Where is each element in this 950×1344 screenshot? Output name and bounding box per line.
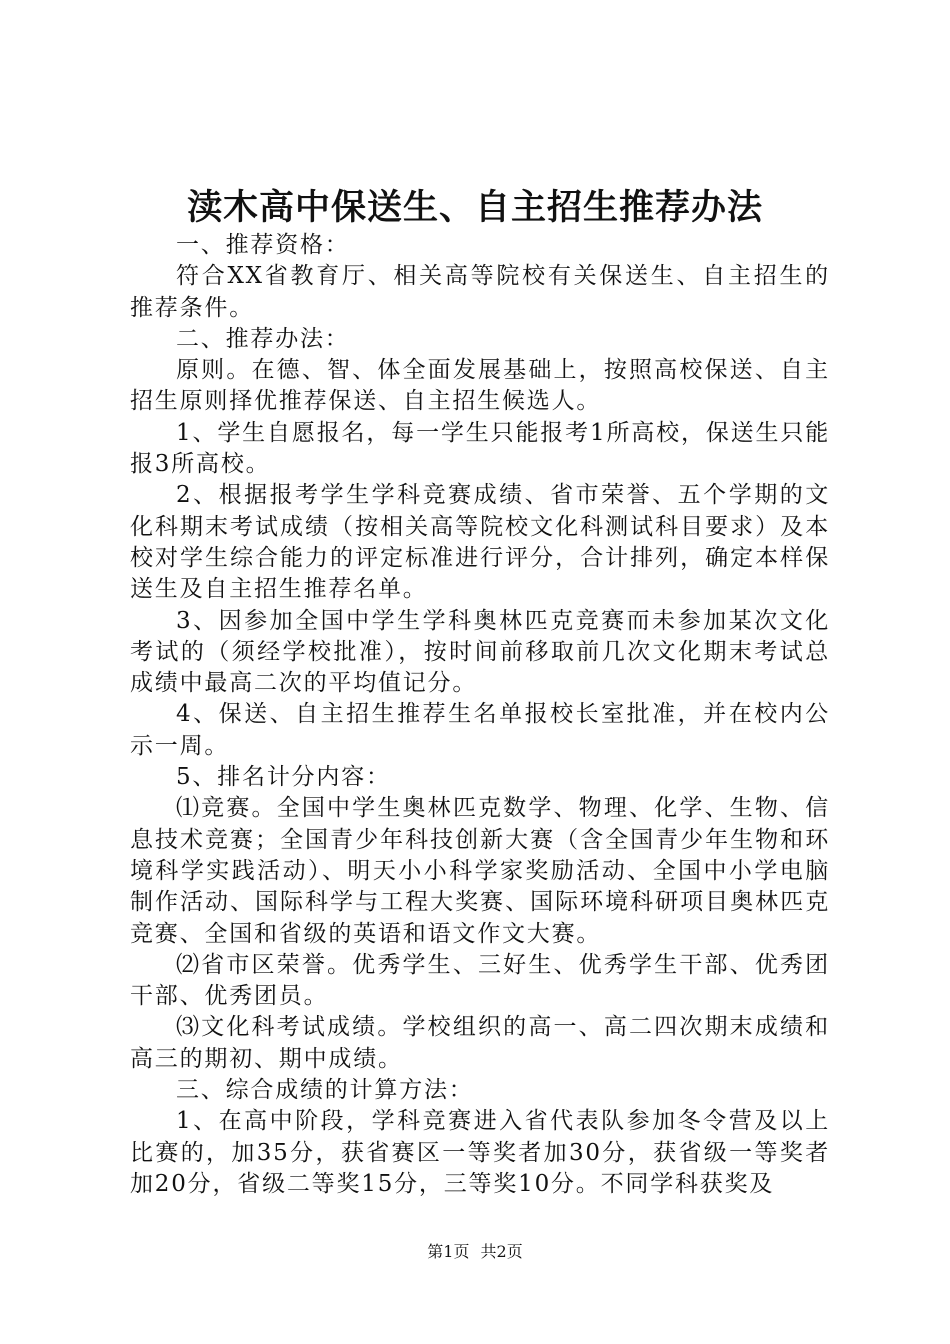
paragraph: ⑴竞赛。全国中学生奥林匹克数学、物理、化学、生物、信息技术竞赛；全国青少年科技创新大赛（含全国青少年生物和环境科学实践活动）、明天小小科学家奖励活动、全国中小学电脑制作活动、国际科学与工程大奖赛、国际环境科研项目奥林匹克竞赛、全国和省级的英语和语文作文大赛。: [130, 795, 830, 947]
section-heading: 三、综合成绩的计算方法：: [176, 1077, 474, 1104]
paragraph: 3、因参加全国中学生学科奥林匹克竞赛而未参加某次文化考试的（须经学校批准），按时间前移取前几次文化期末考试总成绩中最高二次的平均值记分。: [130, 607, 830, 697]
paragraph: 2、根据报考学生学科竞赛成绩、省市荣誉、五个学期的文化科期末考试成绩（按相关高等院校文化科测试科目要求）及本校对学生综合能力的评定标准进行评分，合计排列，确定本样保送生及自主招生推荐名单。: [130, 482, 830, 603]
paragraph: 1、在高中阶段，学科竞赛进入省代表队参加冬令营及以上比赛的，加35分，获省赛区一等奖者加30分，获省级一等奖者加20分，省级二等奖15分，三等奖10分。不同学科获奖及: [130, 1108, 830, 1197]
section-heading: 一、推荐资格：: [176, 232, 350, 258]
paragraph: ⑵省市区荣誉。优秀学生、三好生、优秀学生干部、优秀团干部、优秀团员。: [130, 951, 830, 1010]
paragraph: 1、学生自愿报名，每一学生只能报考1所高校，保送生只能报3所高校。: [130, 419, 830, 478]
document-body: [130, 230, 830, 1200]
section-heading: 二、推荐办法：: [176, 325, 350, 352]
paragraph: 原则。在德、智、体全面发展基础上，按照高校保送、自主招生原则择优推荐保送、自主招生候选人。: [130, 357, 830, 415]
page-footer: [0, 1241, 950, 1263]
paragraph: 5、排名计分内容：: [176, 764, 391, 791]
paragraph: 符合XX省教育厅、相关高等院校有关保送生、自主招生的推荐条件。: [130, 263, 830, 321]
document-title: 渎木高中保送生、自主招生推荐办法: [186, 187, 763, 228]
page-number: 第1页: [427, 1242, 470, 1261]
paragraph: ⑶文化科考试成绩。学校组织的高一、高二四次期末成绩和高三的期初、期中成绩。: [130, 1014, 830, 1072]
page-total: 共2页: [480, 1242, 523, 1261]
paragraph: 4、保送、自主招生推荐生名单报校长室批准，并在校内公示一周。: [130, 701, 830, 759]
